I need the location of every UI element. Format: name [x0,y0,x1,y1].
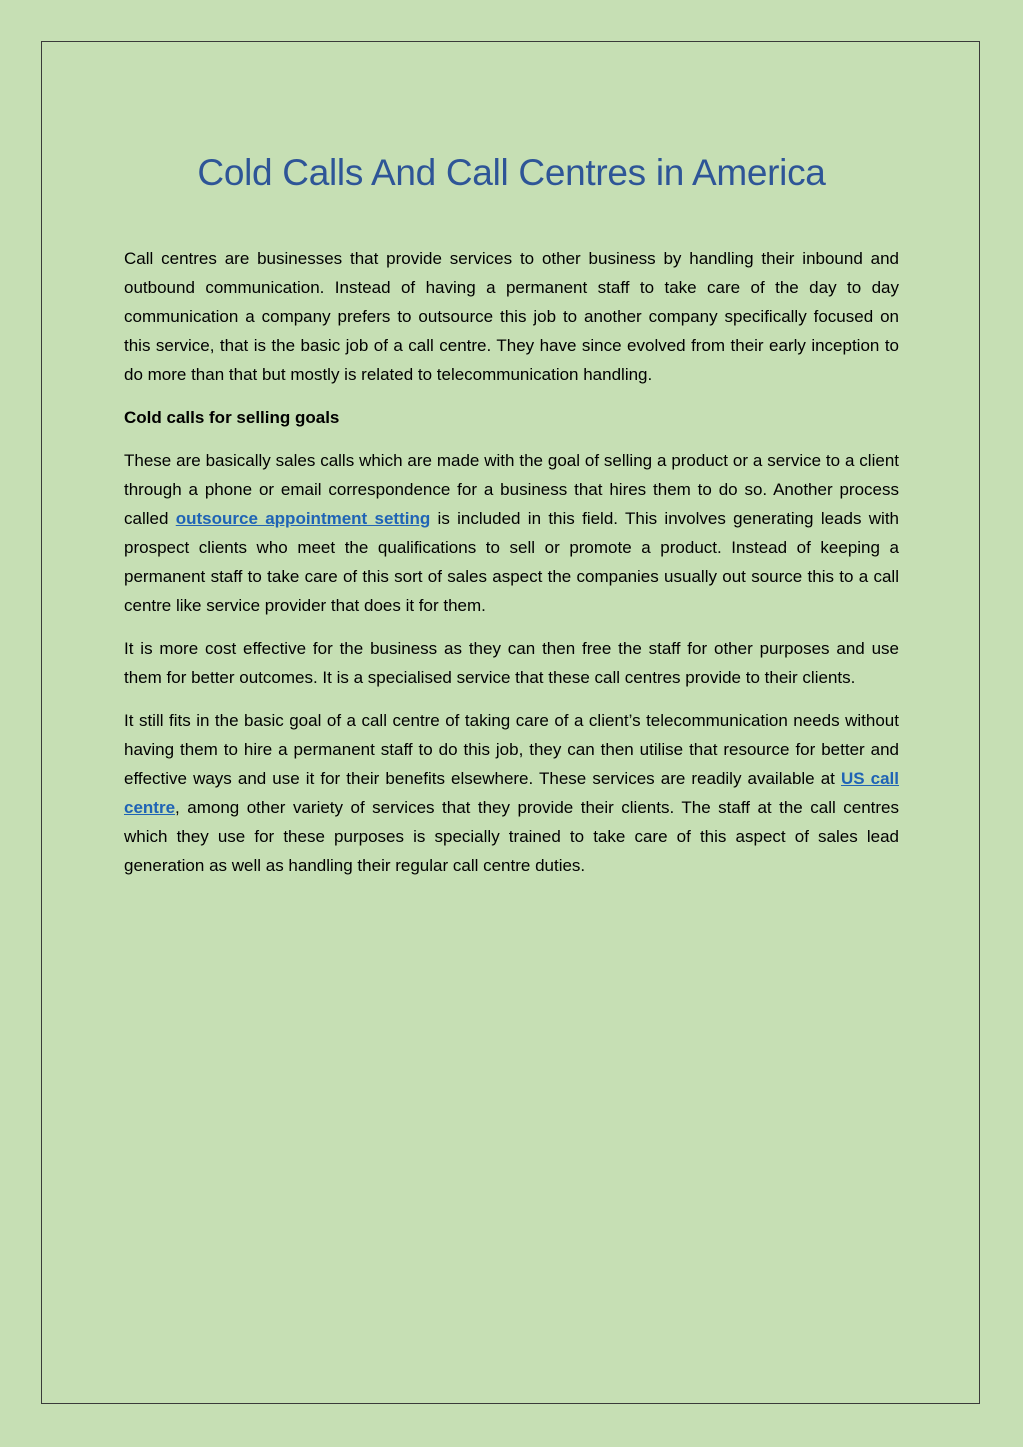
document-body [124,244,899,894]
paragraph-cost-effective: It is more cost effective for the business as they can then free the staff for other purposes and use them for better outcomes. It is a specialised service that these call centres provide to their clients. [124,639,899,687]
paragraph-text: is included in this field. This involves generating leads with prospect clients who meet the qualifications to sell or promote a product. Instead of keeping a permanent staff to take care of this sort of sales aspect the companies usually out source this to a call centre like service provider that does it for them. [124,509,899,615]
section-heading-cold-calls: Cold calls for selling goals [124,408,340,427]
outsource-appointment-setting-link[interactable]: outsource appointment setting [175,509,431,528]
paragraph-intro: Call centres are businesses that provide services to other business by handling their inbound and outbound communication. Instead of having a permanent staff to take care of the day to day communication a company prefers to outsource this job to another company specifically focused on this service, that is the basic job of a call centre. They have since evolved from their early inception to do more than that but mostly is related to telecommunication handling. [124,249,899,384]
paragraph-basic-goal [124,706,899,880]
page-title: Cold Calls And Call Centres in America [197,152,826,193]
paragraph-sales-calls [124,446,899,620]
paragraph-text: , among other variety of services that they provide their clients. The staff at the call centres which they use for these purposes is specially trained to take care of this aspect of sales lead generation as well as handling their regular call centre duties. [124,798,899,875]
paragraph-text: These are basically sales calls which are made with the goal of selling a product or a service to a client through a phone or email correspondence for a business that hires them to do so. Another process called [124,451,899,528]
us-call-centre-link[interactable]: US call centre [124,769,899,817]
paragraph-text: It still fits in the basic goal of a call centre of taking care of a client’s telecommunication needs without having them to hire a permanent staff to do this job, they can then utilise that resource for better and effective ways and use it for their benefits elsewhere. These services are readily available at [124,711,899,788]
